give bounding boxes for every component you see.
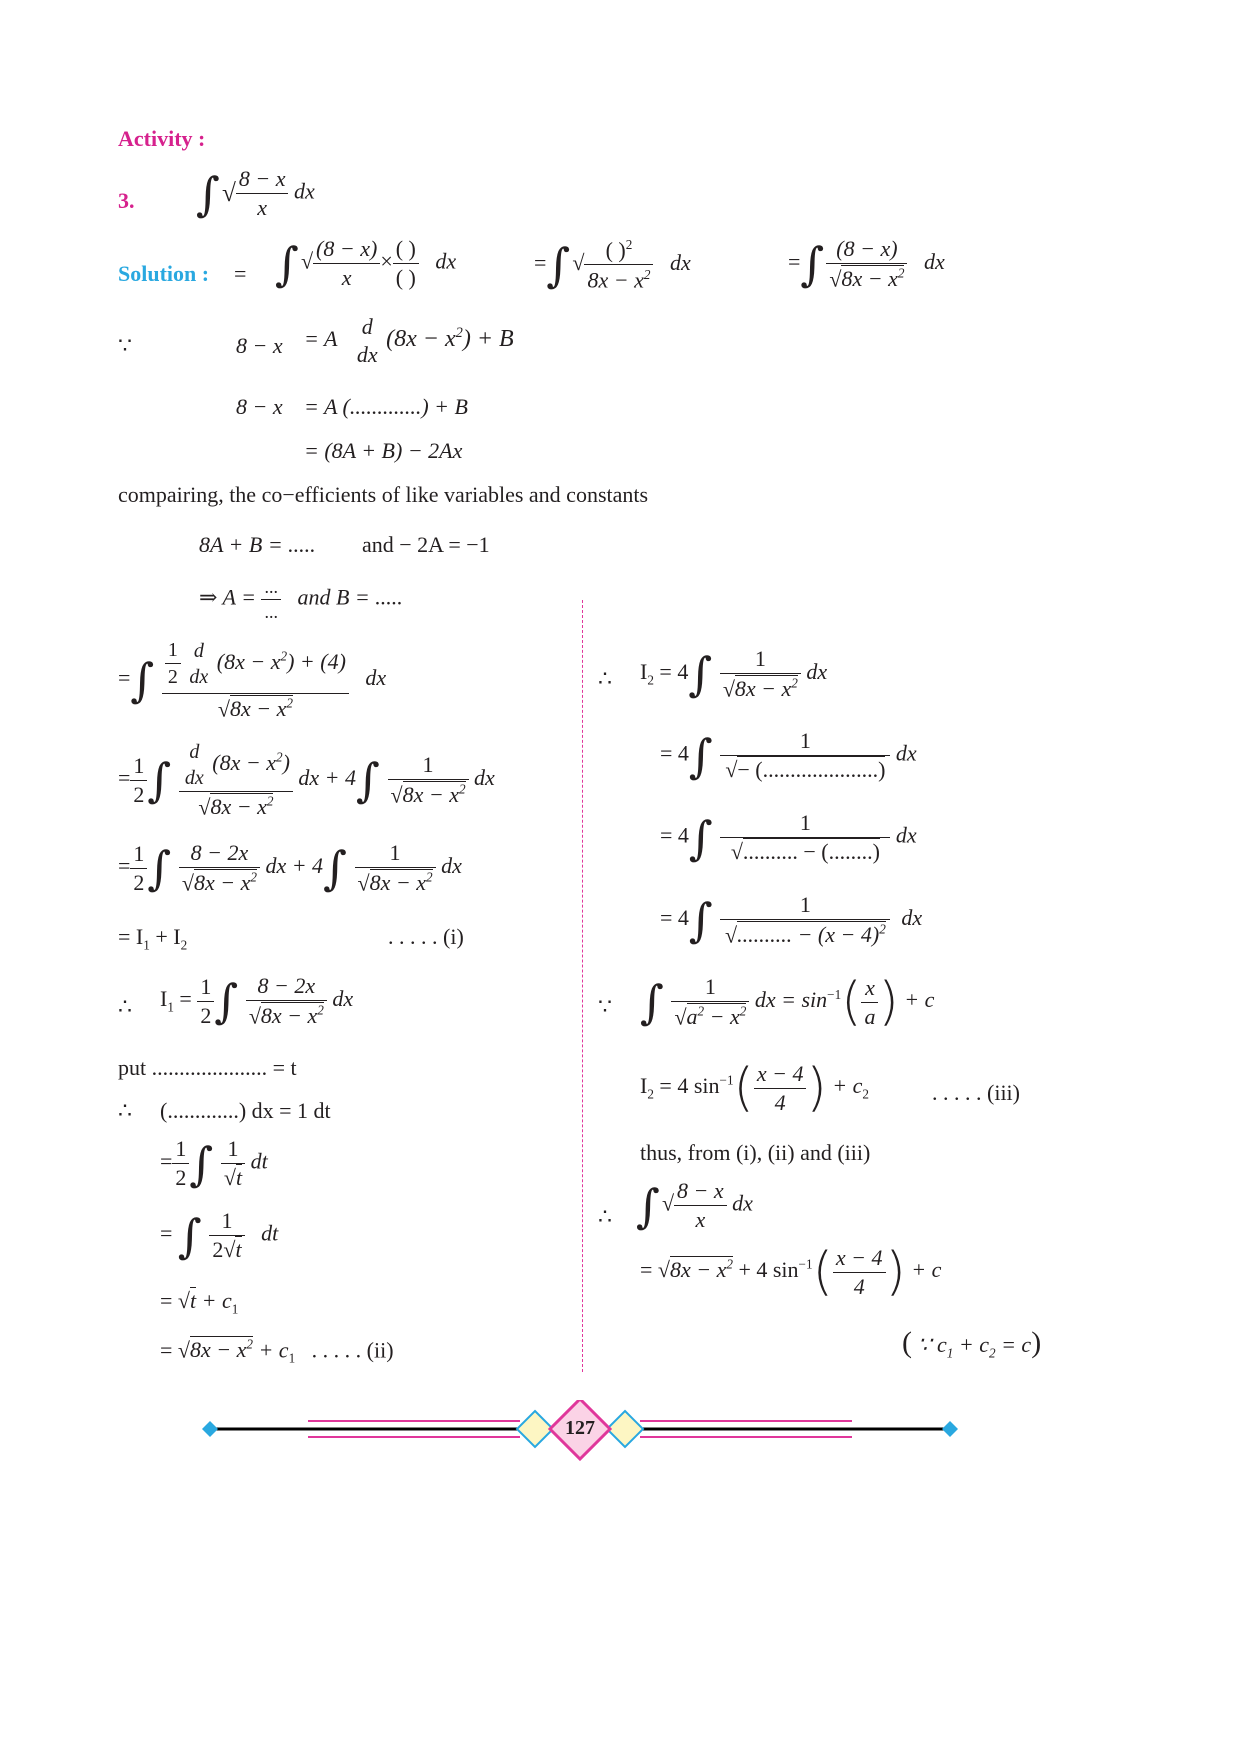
sub-step-2: = ∫ $\frac{1}{2√t}$ dt bbox=[160, 1208, 279, 1263]
final-integral: ∫√ $\frac{8 - x}{x}$ dx bbox=[636, 1178, 753, 1233]
problem-expression: ∫√ $\frac{8 - x}{x}$ dx bbox=[196, 166, 315, 221]
i1-definition: $I_1$ = $\frac{1}{2}$ ∫ $\frac{8 - 2x}{√8x - x^2}$ dx bbox=[160, 973, 354, 1029]
ref-iii: . . . . . (iii) bbox=[932, 1080, 1020, 1105]
problem-number: 3. bbox=[118, 188, 135, 213]
constant-note: ( ∵ $c_1 + c_2 = c$) bbox=[902, 1326, 1042, 1361]
dt-line: (.............) dx = 1 dt bbox=[160, 1098, 331, 1123]
sub-step-1: = $\frac{1}{2}$ ∫ $\frac{1}{√t}$ dt bbox=[160, 1136, 268, 1191]
activity-heading: Activity : bbox=[118, 126, 206, 151]
because-symbol-2: ∵ bbox=[598, 994, 612, 1019]
step1-lhs: 8 − x bbox=[236, 333, 283, 358]
thus-text: thus, from (i), (ii) and (iii) bbox=[640, 1140, 871, 1165]
therefore-symbol-3: ∴ bbox=[598, 666, 612, 691]
standard-formula: ∫ $\frac{1}{√a^2 - x^2}$ dx = $\sin^{-1}$( $\frac{x}{a}$ ) + c bbox=[640, 972, 935, 1033]
solution-step-3: =∫ $\frac{(8 - x)}{√8x - x^2}$ dx bbox=[788, 236, 945, 292]
i2-definition: $I_2 = 4\int$ $\frac{1}{√8x - x^2}$ dx bbox=[640, 646, 828, 702]
therefore-symbol-2: ∴ bbox=[118, 1098, 132, 1123]
i2-step-3: = 4∫ $\frac{1}{√.......... - (........)}$ dx bbox=[660, 810, 917, 865]
step1-rhs: = A d dx $(8x - x^2) + B$ bbox=[304, 314, 514, 367]
right-badge-diamond-icon bbox=[607, 1411, 643, 1447]
therefore-symbol-1: ∴ bbox=[118, 994, 132, 1019]
step2-rhs: = A (.............) + B bbox=[304, 394, 468, 419]
step2-lhs: 8 − x bbox=[236, 394, 283, 419]
coef-eq-1: 8A + B = ..... bbox=[199, 532, 316, 557]
solution-label: Solution : bbox=[118, 261, 210, 286]
coef-eq-1b: and − 2A = −1 bbox=[362, 532, 490, 557]
left-line-3: = $\frac{1}{2}$ ∫ $\frac{8 - 2x}{√8x - x^2}$ dx + 4∫ $\frac{1}{√8x - x^2}$ dx bbox=[118, 840, 462, 896]
page-number: 127 bbox=[565, 1417, 595, 1439]
because-symbol: ∵ bbox=[118, 333, 132, 358]
solution-step-2: =∫√ $\frac{( )^2}{8x - x^2}$ dx bbox=[534, 237, 691, 293]
left-badge-diamond-icon bbox=[517, 1411, 553, 1447]
i2-step-4: = 4∫ $\frac{1}{√.......... - (x - 4)^2}$ dx bbox=[660, 892, 923, 948]
therefore-symbol-4: ∴ bbox=[598, 1204, 612, 1229]
sub-step-3: = $√t + c_1$ bbox=[160, 1288, 239, 1317]
left-line-2: = $\frac{1}{2}$ ∫ d dx $(8x - x^2)$ $√8x - x^2$ dx + 4∫ $\frac{1}{√8x - x^2}$ dx bbox=[118, 741, 495, 820]
i2-result: $I_2 = 4$ $\sin^{-1}$( $\frac{x - 4}{4}$ ) + $c_2$ bbox=[640, 1058, 869, 1118]
put-line: put ..................... = t bbox=[118, 1055, 297, 1080]
left-line-1: =∫ $\frac{1}{2}$ d dx $(8x - x^2) + (4)$ $√8x - x^2$ dx bbox=[118, 639, 387, 722]
step3-rhs: = (8A + B) − 2Ax bbox=[304, 438, 463, 463]
comparing-text: compairing, the co−efficients of like variables and constants bbox=[118, 482, 649, 507]
left-diamond-icon bbox=[202, 1421, 218, 1437]
eq-sign: = bbox=[234, 261, 247, 286]
solution-step-1: ∫√ $\frac{(8 - x)}{x}$ × $\frac{( )}{( )}$ dx bbox=[275, 236, 457, 291]
column-divider bbox=[582, 600, 583, 1372]
final-answer: = $√8x - x^2 + 4$ $\sin^{-1}$( $\frac{x - 4}{4}$ ) + c bbox=[640, 1242, 942, 1302]
sub-step-4: = $√8x - x^2 + c_1$ . . . . . (ii) bbox=[160, 1337, 394, 1366]
left-line-4: = $I_1 + I_2$ bbox=[118, 924, 188, 953]
i2-step-2: = 4∫ $\frac{1}{√- (.....................)}$ dx bbox=[660, 728, 917, 783]
right-diamond-icon bbox=[942, 1421, 958, 1437]
ref-i: . . . . . (i) bbox=[388, 924, 464, 949]
coef-eq-2: ⇒ A = $\frac{...}{...}$ and B = ..... bbox=[199, 577, 403, 622]
